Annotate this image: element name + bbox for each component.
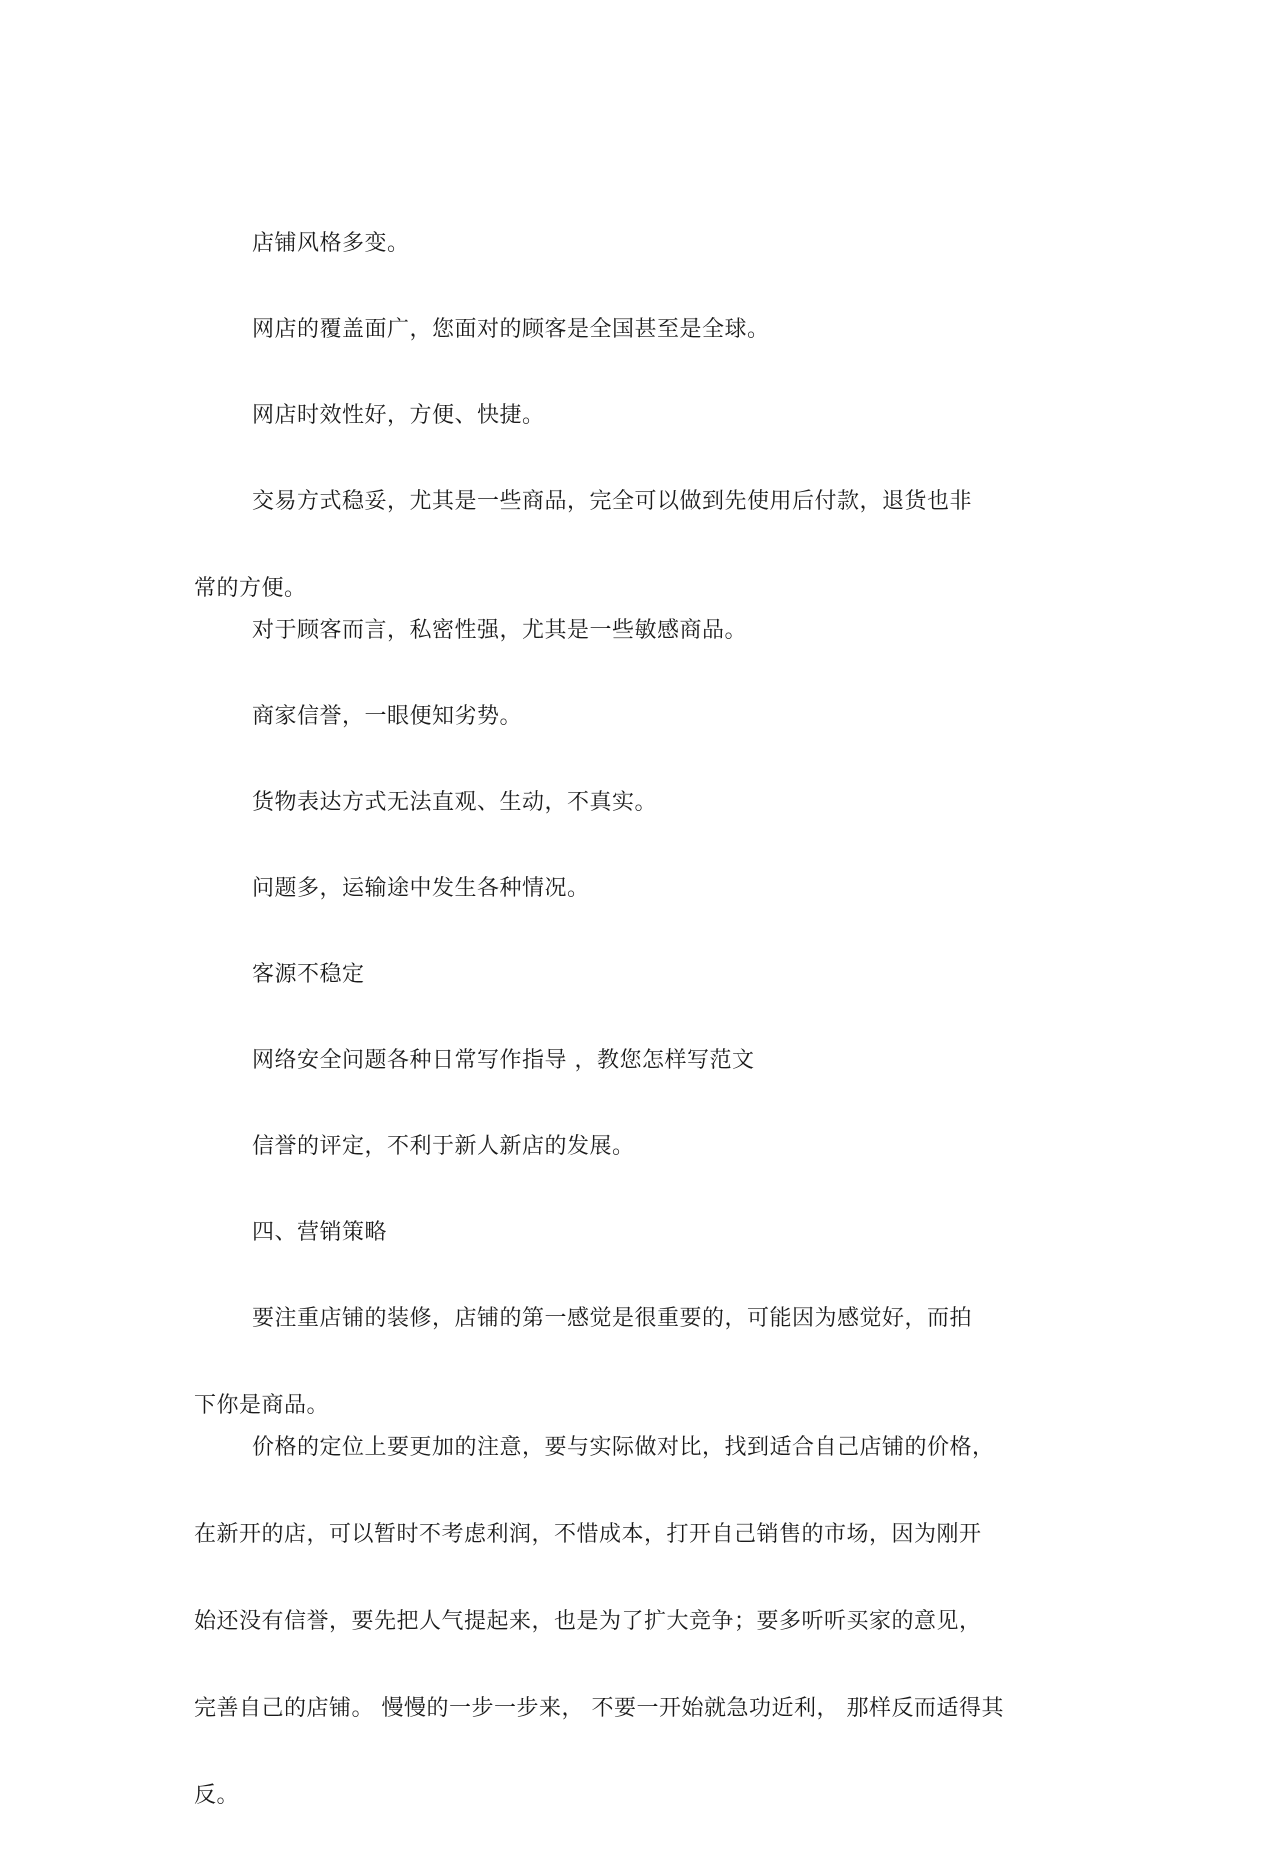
paragraph-line: 商家信誉，一眼便知劣势。	[252, 704, 523, 729]
paragraph-line: 始还没有信誉，要先把人气提起来，也是为了扩大竞争；要多听听买家的意见，	[194, 1609, 982, 1634]
paragraph-line: 网店时效性好，方便、快捷。	[252, 403, 545, 428]
paragraph-line: 价格的定位上要更加的注意，要与实际做对比，找到适合自己店铺的价格，	[252, 1435, 995, 1460]
paragraph-line: 反。	[194, 1783, 240, 1808]
paragraph-line: 对于顾客而言，私密性强，尤其是一些敏感商品。	[252, 618, 748, 643]
paragraph-line: 四、营销策略	[252, 1220, 388, 1245]
paragraph-line: 交易方式稳妥，尤其是一些商品，完全可以做到先使用后付款，退货也非	[252, 489, 973, 514]
paragraph-line: 网店的覆盖面广，您面对的顾客是全国甚至是全球。	[252, 317, 770, 342]
paragraph-line: 下你是商品。	[194, 1393, 330, 1418]
paragraph-line: 在新开的店，可以暂时不考虑利润，不惜成本，打开自己销售的市场，因为刚开	[194, 1522, 982, 1547]
paragraph-line: 问题多，运输途中发生各种情况。	[252, 876, 590, 901]
paragraph-line: 客源不稳定	[252, 962, 365, 987]
paragraph-line: 常的方便。	[194, 576, 307, 601]
paragraph-line: 信誉的评定，不利于新人新店的发展。	[252, 1134, 635, 1159]
paragraph-line: 要注重店铺的装修，店铺的第一感觉是很重要的，可能因为感觉好，而拍	[252, 1306, 973, 1331]
paragraph-line: 网络安全问题各种日常写作指导 ，教您怎样写范文	[252, 1048, 755, 1073]
paragraph-line: 货物表达方式无法直观、生动，不真实。	[252, 790, 658, 815]
paragraph-14	[194, 1375, 1094, 1868]
paragraph-line: 店铺风格多变。	[252, 231, 410, 256]
paragraph-line: 完善自己的店铺。 慢慢的一步一步来， 不要一开始就急功近利， 那样反而适得其	[194, 1696, 1004, 1721]
